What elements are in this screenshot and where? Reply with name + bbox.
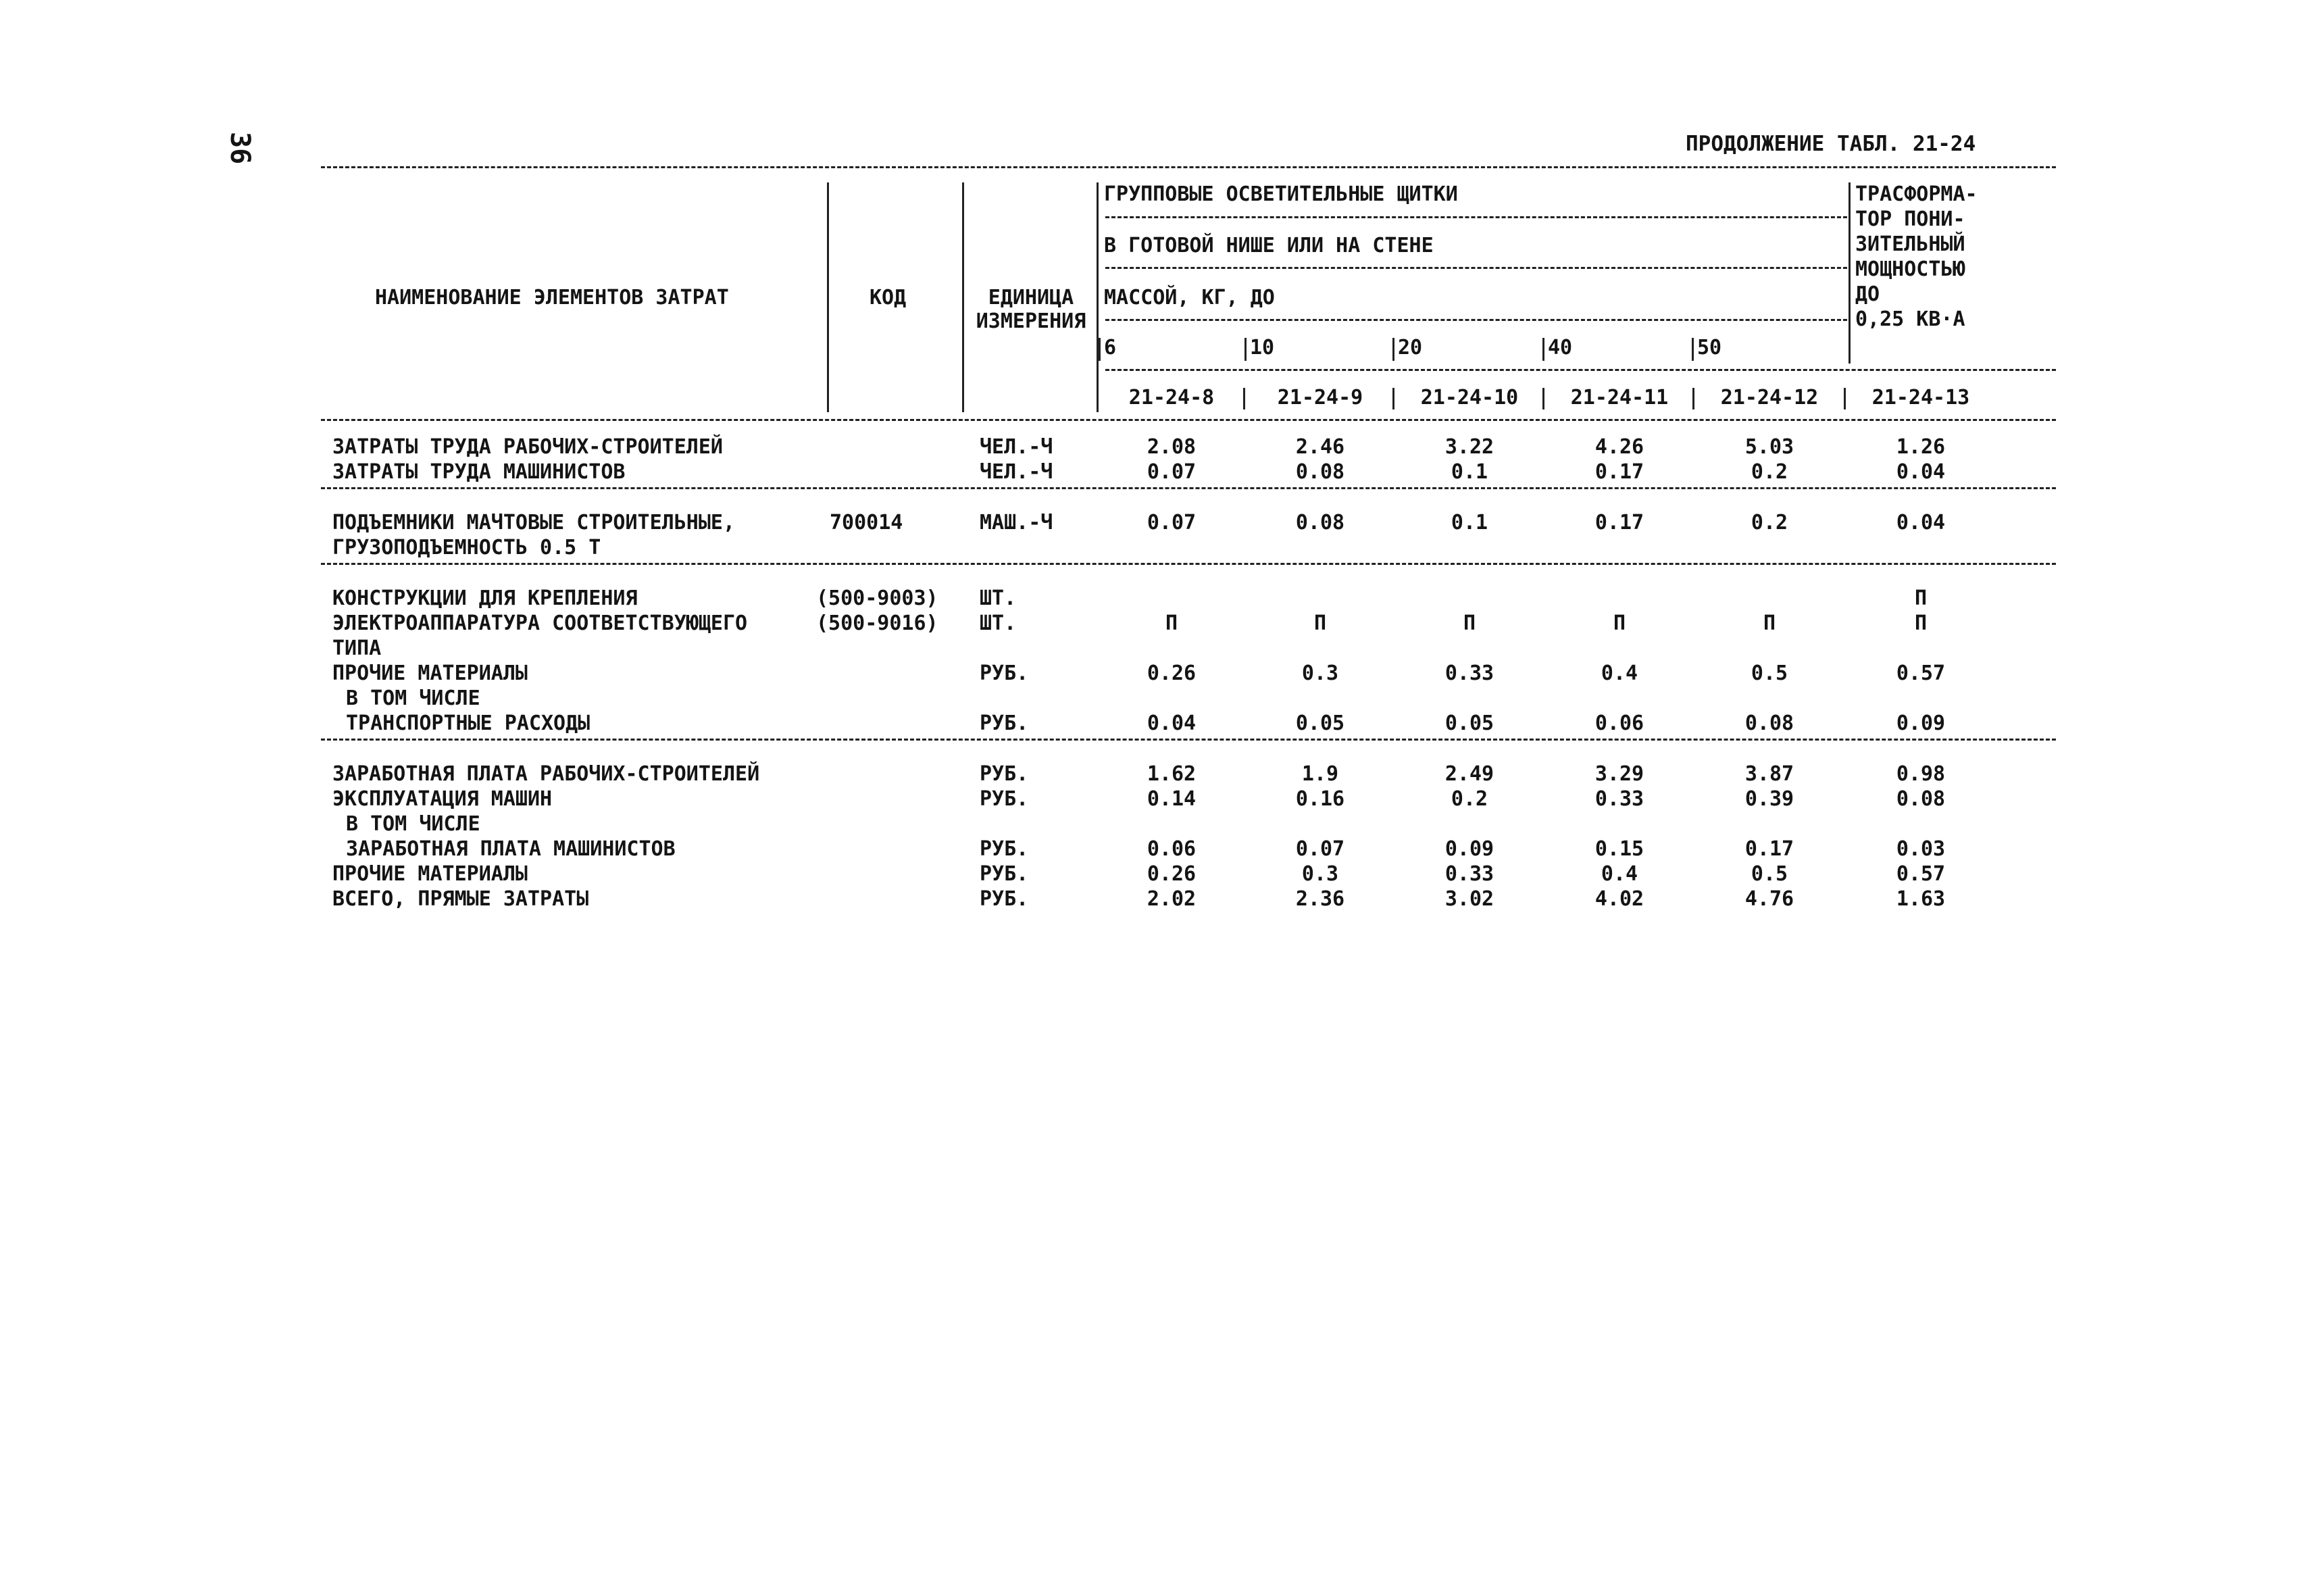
row-value-21-24-12: П [1763,612,1776,635]
rule-mass-sep [1392,338,1394,361]
row-value-21-24-12: 4.76 [1744,887,1794,911]
row-value-21-24-10: 2.49 [1444,762,1494,786]
header-mass-value: 6 [1104,336,1117,359]
header-code-21-24-13: 21-24-13 [1871,386,1970,409]
row-name: ВСЕГО, ПРЯМЫЕ ЗАТРАТЫ [332,887,589,911]
header-code-col: КОД [870,286,907,309]
row-code: 700014 [830,511,903,534]
row-unit: РУБ. [980,837,1029,861]
header-code-21-24-11: 21-24-11 [1570,386,1669,409]
header-group-line2: В ГОТОВОЙ НИШЕ ИЛИ НА СТЕНЕ [1104,234,1434,257]
rule-mass [1105,369,2056,371]
row-name: ТИПА [332,637,382,660]
row-value-21-24-13: 0.04 [1896,511,1946,534]
header-group-line3: МАССОЙ, КГ, ДО [1104,286,1275,309]
row-value-21-24-13: П [1914,612,1928,635]
row-value-21-24-9: 0.05 [1295,712,1345,735]
row-value-21-24-13: 0.09 [1896,712,1946,735]
row-value-21-24-9: П [1313,612,1327,635]
row-name: ГРУЗОПОДЪЕМНОСТЬ 0.5 Т [332,536,601,559]
row-value-21-24-8: 0.04 [1147,712,1197,735]
rule-v-transformer [1848,182,1851,364]
row-name: ТРАНСПОРТНЫЕ РАСХОДЫ [346,712,590,735]
rule-code-sep [1542,388,1544,409]
row-name: В ТОМ ЧИСЛЕ [346,812,480,836]
header-code-21-24-9: 21-24-9 [1277,386,1363,409]
header-transformer-line: ДО [1855,282,1880,306]
row-value-21-24-11: 0.33 [1594,787,1644,811]
row-value-21-24-10: 0.33 [1444,662,1494,685]
row-value-21-24-10: 0.2 [1451,787,1488,811]
row-unit: ШТ. [980,587,1017,610]
header-code-21-24-12: 21-24-12 [1720,386,1819,409]
row-value-21-24-12: 0.2 [1751,511,1788,534]
row-value-21-24-12: 0.39 [1744,787,1794,811]
header-transformer-line: МОЩНОСТЬЮ [1855,257,1965,281]
header-unit-col-line2: ИЗМЕРЕНИЯ [976,309,1086,333]
row-value-21-24-9: 0.3 [1301,862,1339,886]
row-value-21-24-12: 0.2 [1751,460,1788,484]
row-unit: ЧЕЛ.-Ч [980,460,1053,484]
rule-section [321,487,2056,489]
rule-code-sep [1692,388,1694,409]
row-value-21-24-8: 0.07 [1147,511,1197,534]
rule-v-name [827,182,829,412]
page-number: 36 [224,132,255,165]
header-transformer-line: ТРАСФОРМА- [1855,182,1978,206]
row-value-21-24-8: 0.06 [1147,837,1197,861]
rule-code-sep [1392,388,1394,409]
row-value-21-24-11: 0.17 [1594,511,1644,534]
row-unit: МАШ.-Ч [980,511,1053,534]
row-code: (500-9003) [816,587,938,610]
header-unit-col-line1: ЕДИНИЦА [988,286,1074,309]
rule-group-1 [1105,216,1847,218]
row-value-21-24-8: 2.08 [1147,435,1197,459]
row-code: (500-9016) [816,612,938,635]
rule-code-sep [1243,388,1245,409]
row-value-21-24-13: П [1914,587,1928,610]
row-value-21-24-10: П [1463,612,1476,635]
row-name: ЗАТРАТЫ ТРУДА РАБОЧИХ-СТРОИТЕЛЕЙ [332,435,723,459]
row-value-21-24-9: 2.46 [1295,435,1345,459]
row-name: ПОДЪЕМНИКИ МАЧТОВЫЕ СТРОИТЕЛЬНЫЕ, [332,511,736,534]
row-value-21-24-13: 0.08 [1896,787,1946,811]
rule-mass-sep [1692,338,1694,361]
header-mass-value: 40 [1548,336,1573,359]
row-value-21-24-9: 0.3 [1301,662,1339,685]
rule-code-sep [1844,388,1846,409]
row-unit: ШТ. [980,612,1017,635]
row-name: ЗАРАБОТНАЯ ПЛАТА РАБОЧИХ-СТРОИТЕЛЕЙ [332,762,760,786]
row-value-21-24-13: 0.03 [1896,837,1946,861]
row-unit: ЧЕЛ.-Ч [980,435,1053,459]
row-value-21-24-9: 0.16 [1295,787,1345,811]
row-unit: РУБ. [980,762,1029,786]
row-value-21-24-11: 0.15 [1594,837,1644,861]
row-value-21-24-9: 0.07 [1295,837,1345,861]
rule-mass-sep [1542,338,1544,361]
row-value-21-24-13: 0.98 [1896,762,1946,786]
row-value-21-24-11: 4.02 [1594,887,1644,911]
row-value-21-24-9: 1.9 [1301,762,1339,786]
row-value-21-24-11: 3.29 [1594,762,1644,786]
row-value-21-24-12: 0.08 [1744,712,1794,735]
header-code-21-24-10: 21-24-10 [1420,386,1519,409]
row-value-21-24-13: 0.57 [1896,662,1946,685]
row-unit: РУБ. [980,662,1029,685]
header-code-21-24-8: 21-24-8 [1128,386,1215,409]
row-value-21-24-8: 0.07 [1147,460,1197,484]
row-value-21-24-10: 0.1 [1451,511,1488,534]
rule-mass-sep [1244,338,1247,361]
row-value-21-24-8: 0.14 [1147,787,1197,811]
row-unit: РУБ. [980,787,1029,811]
row-value-21-24-8: 1.62 [1147,762,1197,786]
row-value-21-24-12: 0.17 [1744,837,1794,861]
header-transformer-line: 0,25 КВ·А [1855,307,1965,331]
row-value-21-24-12: 0.5 [1751,662,1788,685]
row-value-21-24-8: 0.26 [1147,662,1197,685]
row-value-21-24-10: 0.05 [1444,712,1494,735]
header-name-col: НАИМЕНОВАНИЕ ЭЛЕМЕНТОВ ЗАТРАТ [375,286,729,309]
rule-group-2 [1105,267,1847,269]
row-name: ПРОЧИЕ МАТЕРИАЛЫ [332,662,528,685]
row-name: ПРОЧИЕ МАТЕРИАЛЫ [332,862,528,886]
row-value-21-24-13: 1.63 [1896,887,1946,911]
header-mass-value: 20 [1398,336,1423,359]
row-value-21-24-9: 2.36 [1295,887,1345,911]
row-value-21-24-11: 0.17 [1594,460,1644,484]
row-value-21-24-8: 0.26 [1147,862,1197,886]
rule-section [321,563,2056,565]
row-name: ЭКСПЛУАТАЦИЯ МАШИН [332,787,553,811]
row-value-21-24-10: 3.22 [1444,435,1494,459]
row-value-21-24-11: П [1613,612,1626,635]
header-mass-value: 50 [1697,336,1722,359]
row-value-21-24-9: 0.08 [1295,511,1345,534]
row-value-21-24-13: 0.04 [1896,460,1946,484]
row-value-21-24-12: 0.5 [1751,862,1788,886]
row-value-21-24-8: 2.02 [1147,887,1197,911]
row-value-21-24-11: 4.26 [1594,435,1644,459]
row-value-21-24-8: П [1165,612,1178,635]
row-value-21-24-11: 0.4 [1601,862,1638,886]
rule-group-3 [1105,319,1847,321]
row-name: ЗАТРАТЫ ТРУДА МАШИНИСТОВ [332,460,626,484]
rule-mass-sep [1099,338,1101,361]
rule-top [321,166,2056,168]
row-value-21-24-9: 0.08 [1295,460,1345,484]
row-value-21-24-13: 1.26 [1896,435,1946,459]
row-value-21-24-10: 0.09 [1444,837,1494,861]
header-group-line1: ГРУППОВЫЕ ОСВЕТИТЕЛЬНЫЕ ЩИТКИ [1104,182,1458,206]
row-value-21-24-12: 5.03 [1744,435,1794,459]
row-value-21-24-10: 0.33 [1444,862,1494,886]
row-value-21-24-13: 0.57 [1896,862,1946,886]
header-transformer-line: ТОР ПОНИ- [1855,207,1965,231]
row-value-21-24-12: 3.87 [1744,762,1794,786]
row-name: В ТОМ ЧИСЛЕ [346,687,480,710]
header-transformer-line: ЗИТЕЛЬНЫЙ [1855,232,1965,256]
row-unit: РУБ. [980,712,1029,735]
row-value-21-24-10: 0.1 [1451,460,1488,484]
header-mass-value: 10 [1250,336,1275,359]
row-value-21-24-11: 0.06 [1594,712,1644,735]
row-name: ЭЛЕКТРОАППАРАТУРА СООТВЕТСТВУЮЩЕГО [332,612,748,635]
row-value-21-24-11: 0.4 [1601,662,1638,685]
rule-code-sep [1097,388,1099,409]
rule-section [321,739,2056,741]
row-unit: РУБ. [980,862,1029,886]
row-value-21-24-10: 3.02 [1444,887,1494,911]
rule-header-bottom [321,419,2056,421]
row-name: ЗАРАБОТНАЯ ПЛАТА МАШИНИСТОВ [346,837,676,861]
rule-v-code [962,182,964,412]
row-unit: РУБ. [980,887,1029,911]
table-continuation-title: ПРОДОЛЖЕНИЕ ТАБЛ. 21-24 [1686,132,1976,156]
row-name: КОНСТРУКЦИИ ДЛЯ КРЕПЛЕНИЯ [332,587,638,610]
